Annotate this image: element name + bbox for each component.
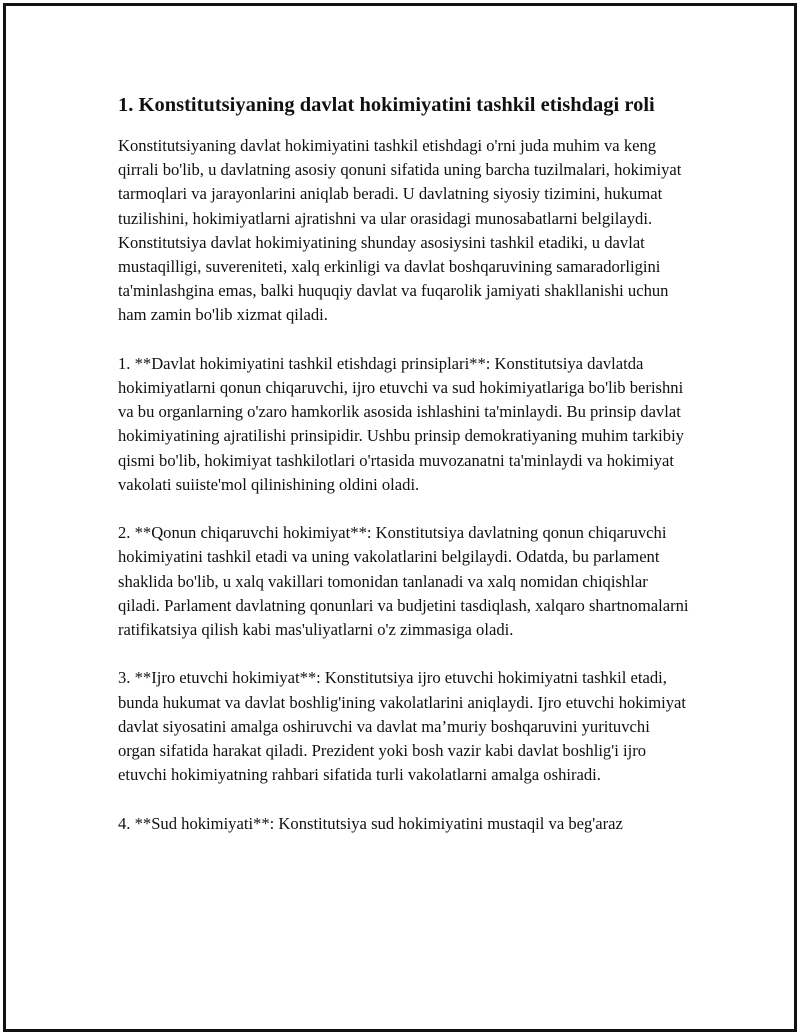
document-body (118, 92, 690, 860)
paragraph-judicial: 4. **Sud hokimiyati**: Konstitutsiya sud hokimiyatini mustaqil va beg'araz (118, 813, 623, 833)
section-title: 1. Konstitutsiyaning davlat hokimiyatini tashkil etishdagi roli (118, 94, 655, 116)
paragraph-executive: 3. **Ijro etuvchi hokimiyat**: Konstitutsiya ijro etuvchi hokimiyatni tashkil etadi, bunda hukumat va davlat boshlig'ining vakolatlarini aniqlaydi. Ijro etuvchi hokimiyat davlat siyosatini amalga oshiruvchi va davlat ma’muriy boshqaruvini yurituvchi organ sifatida harakat qiladi. Prezident yoki bosh vazir kabi davlat boshlig'i ijro etuvchi hokimiyatning rahbari sifatida turli vakolatlarni amalga oshiradi. (118, 668, 686, 785)
paragraph-principles: 1. **Davlat hokimiyatini tashkil etishdagi prinsiplari**: Konstitutsiya davlatda hokimiyatlarni qonun chiqaruvchi, ijro etuvchi va sud hokimiyatlariga bo'lib berishni va bu organlarning o'zaro hamkorlik asosida ishlashini ta'minlaydi. Bu prinsip davlat hokimiyatining ajratilishi prinsipidir. Ushbu prinsip demokratiyaning muhim tarkibiy qismi bo'lib, hokimiyat tashkilotlari o'rtasida muvozanatni ta'minlaydi va hokimiyat vakolati suiiste'mol qilinishining oldini oladi. (118, 353, 684, 494)
paragraph-legislative: 2. **Qonun chiqaruvchi hokimiyat**: Konstitutsiya davlatning qonun chiqaruvchi hokimiyatini tashkil etadi va uning vakolatlarini belgilaydi. Odatda, bu parlament shaklida bo'lib, u xalq vakillari tomonidan tanlanadi va xalq nomidan chiqishlar qiladi. Parlament davlatning qonunlari va budjetini tasdiqlash, xalqaro shartnomalarni ratifikatsiya qilish kabi mas'uliyatlarni o'z zimmasiga oladi. (118, 523, 689, 640)
intro-paragraph: Konstitutsiyaning davlat hokimiyatini tashkil etishdagi o'rni juda muhim va keng qirrali bo'lib, u davlatning asosiy qonuni sifatida uning barcha tuzilmalari, hokimiyat tarmoqlari va jarayonlarini aniqlab beradi. U davlatning siyosiy tizimini, hukumat tuzilishini, hokimiyatlarni ajratishni va ular orasidagi munosabatlarni belgilaydi. Konstitutsiya davlat hokimiyatining shunday asosiysini tashkil etadiki, u davlat mustaqilligi, suvereniteti, xalq erkinligi va davlat boshqaruvining samaradorligini ta'minlashgina emas, balki huquqiy davlat va fuqarolik jamiyati shakllanishi uchun ham zamin bo'lib xizmat qiladi. (118, 136, 682, 325)
